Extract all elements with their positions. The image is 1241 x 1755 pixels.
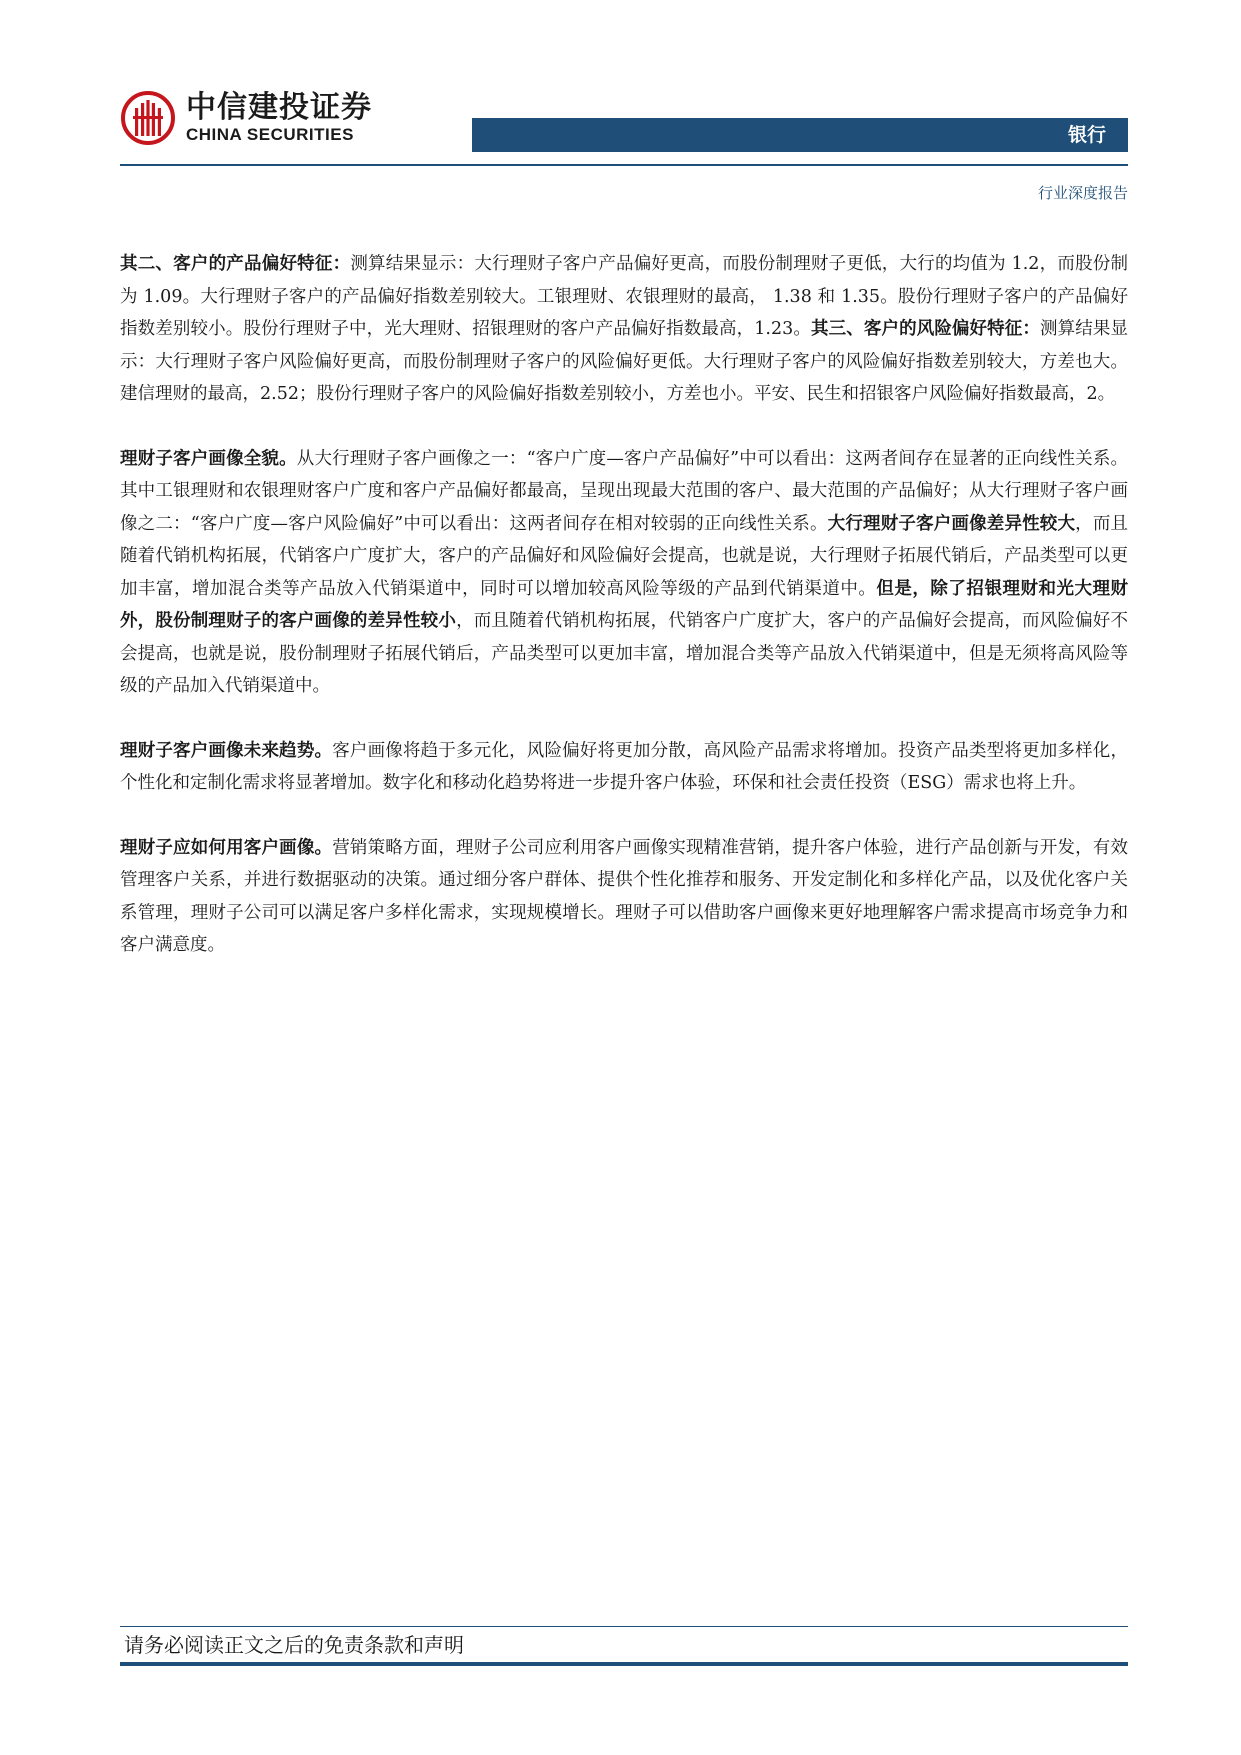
heading-risk-preference: 其三、客户的风险偏好特征： — [810, 319, 1041, 339]
text-risk-preference: 测算结果显示：大行理财子客户风险偏好更高，而股份制理财子客户的风险偏好更低。大行理财子客户的风险偏好指数差别较大，方差也大。建信理财的最高，2.52；股份行理财子客户的风险偏好指数差别较小，方差也小。平安、民生和招银客户风险偏好指数最高，2。 — [120, 319, 1129, 404]
sector-banner: 银行 — [472, 118, 1128, 152]
report-type-label: 行业深度报告 — [1037, 184, 1128, 202]
text-future-trend: 客户画像将趋于多元化，风险偏好将更加分散，高风险产品需求将增加。投资产品类型将更加多样化，个性化和定制化需求将显著增加。数字化和移动化趋势将进一步提升客户体验，环保和社会责任投资（ESG）需求也将上升。 — [120, 740, 1128, 793]
logo-chinese-name: 中信建投证券 — [186, 90, 372, 125]
paragraph-how-to-use — [120, 832, 1128, 962]
paragraph-full-portrait — [120, 443, 1128, 703]
report-body — [120, 248, 1128, 994]
text-full-portrait-1: 从大行理财子客户画像之一：“客户广度—客户产品偏好”中可以看出：这两者间存在显著的正向线性关系。其中工银理财和农银理财客户广度和客户产品偏好都最高，呈现出现最大范围的客户、最大范围的产品偏好；从大行理财子客户画像之二：“客户广度—客户风险偏好”中可以看出：这两者间存在相对较弱的正向线性关系。 — [120, 448, 1129, 534]
citic-logo-icon — [120, 90, 176, 146]
heading-how-to-use: 理财子应如何用客户画像。 — [120, 837, 333, 858]
bold-joint-stock-difference: 但是，除了招银理财和光大理财外，股份制理财子的客户画像的差异性较小 — [120, 578, 1129, 631]
header-divider — [120, 164, 1128, 166]
footer-divider-top — [120, 1626, 1128, 1627]
logo-english-name: CHINA SECURITIES — [186, 125, 354, 144]
text-full-portrait-2: ，而且随着代销机构拓展，代销客户广度扩大，客户的产品偏好和风险偏好会提高，也就是说，大行理财子拓展代销后，产品类型可以更加丰富，增加混合类等产品放入代销渠道中，同时可以增加较高风险等级的产品到代销渠道中。 — [120, 513, 1129, 599]
paragraph-future-trend — [120, 735, 1128, 800]
heading-future-trend: 理财子客户画像未来趋势。 — [120, 740, 333, 761]
company-logo — [120, 90, 372, 146]
heading-product-preference: 其二、客户的产品偏好特征： — [120, 254, 351, 274]
heading-full-portrait: 理财子客户画像全貌。 — [120, 448, 297, 469]
text-product-preference: 测算结果显示：大行理财子客户产品偏好更高，而股份制理财子更低，大行的均值为 1.2，而股份制为 1.09。大行理财子客户的产品偏好指数差别较大。工银理财、农银理财的最高， 1.38 和 1.35。股份行理财子客户的产品偏好指数差别较小。股份行理财子中，光大理财、招银理财的客户产品偏好指数最高，1.23。 — [120, 254, 1129, 339]
paragraph-preference-features — [120, 248, 1128, 411]
text-full-portrait-3: ，而且随着代销机构拓展，代销客户广度扩大，客户的产品偏好会提高，而风险偏好不会提高，也就是说，股份制理财子拓展代销后，产品类型可以更加丰富，增加混合类等产品放入代销渠道中，但是无须将高风险等级的产品加入代销渠道中。 — [120, 611, 1128, 696]
footer-divider-bottom — [120, 1662, 1128, 1666]
bold-big-bank-difference: 大行理财子客户画像差异性较大 — [827, 513, 1076, 534]
text-how-to-use: 营销策略方面，理财子公司应利用客户画像实现精准营销，提升客户体验，进行产品创新与开发，有效管理客户关系，并进行数据驱动的决策。通过细分客户群体、提供个性化推荐和服务、开发定制化和多样化产品，以及优化客户关系管理，理财子公司可以满足客户多样化需求，实现规模增长。理财子可以借助客户画像来更好地理解客户需求提高市场竞争力和客户满意度。 — [120, 837, 1128, 955]
disclaimer-text: 请务必阅读正文之后的免责条款和声明 — [124, 1633, 464, 1657]
